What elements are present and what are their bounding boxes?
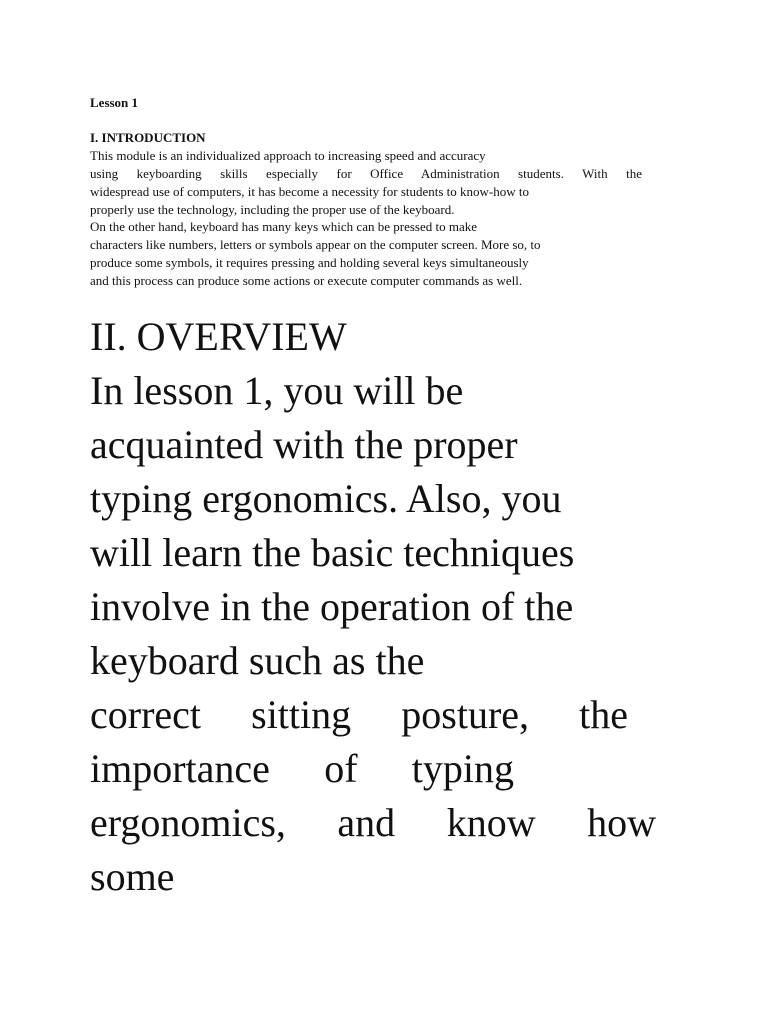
overview-line: importance of typing	[90, 746, 514, 791]
overview-line: involve in the operation of the	[90, 584, 574, 629]
introduction-line: This module is an individualized approach to increasing speed and accuracy	[90, 148, 486, 163]
introduction-line: and this process can produce some actions or execute computer commands as well.	[90, 273, 523, 288]
lesson-label: Lesson 1	[90, 95, 139, 110]
introduction-line: On the other hand, keyboard has many keys which can be pressed to make	[90, 219, 477, 234]
overview-line: some	[90, 854, 175, 899]
introduction-line: characters like numbers, letters or symbols appear on the computer screen. More so, to	[90, 237, 541, 252]
introduction-line: produce some symbols, it requires pressing and holding several keys simultaneously	[90, 255, 529, 270]
overview-line: In lesson 1, you will be	[90, 368, 464, 413]
overview-heading: II. OVERVIEW	[90, 314, 347, 359]
overview-line: acquainted with the proper	[90, 422, 518, 467]
overview-line: keyboard such as the	[90, 638, 425, 683]
introduction-line: widespread use of computers, it has become a necessity for students to know-how to	[90, 184, 530, 199]
overview-line: ergonomics, and know how	[90, 800, 656, 845]
introduction-heading: I. INTRODUCTION	[90, 130, 206, 145]
introduction-line: using keyboarding skills especially for Office Administration students. With the	[90, 166, 642, 181]
overview-line: will learn the basic techniques	[90, 530, 575, 575]
introduction-line: properly use the technology, including the proper use of the keyboard.	[90, 202, 455, 217]
overview-line: correct sitting posture, the	[90, 692, 628, 737]
overview-line: typing ergonomics. Also, you	[90, 476, 562, 521]
